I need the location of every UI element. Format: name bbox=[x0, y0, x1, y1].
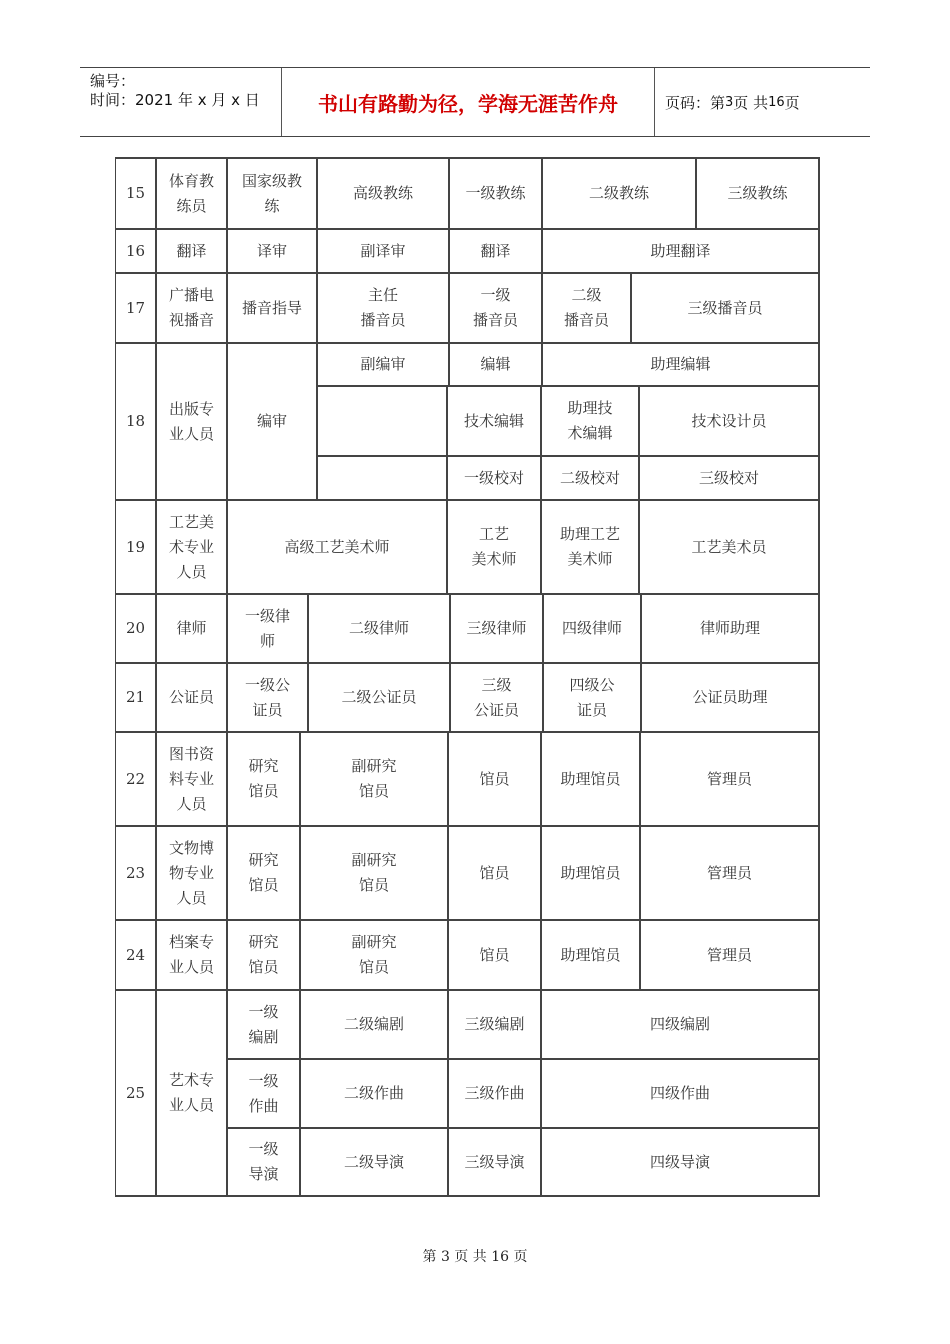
title-cell: 副研究 馆员 bbox=[301, 733, 449, 827]
row-number: 25 bbox=[116, 991, 157, 1197]
title-cell: 助理工艺 美术师 bbox=[542, 501, 640, 595]
page-current: 3 bbox=[725, 94, 734, 110]
title-cell: 高级教练 bbox=[318, 159, 450, 230]
title-cell: 助理馆员 bbox=[542, 921, 641, 991]
header-page-info bbox=[665, 68, 800, 136]
title-cell: 四级公 证员 bbox=[544, 664, 642, 733]
title-cell: 二级编剧 bbox=[301, 991, 449, 1060]
row-number: 18 bbox=[116, 344, 157, 501]
title-cell: 译审 bbox=[228, 230, 318, 274]
category-cell: 图书资 料专业 人员 bbox=[157, 733, 228, 827]
title-cell: 三级编剧 bbox=[449, 991, 542, 1060]
title-cell: 三级校对 bbox=[640, 457, 820, 501]
title-cell: 一级律 师 bbox=[228, 595, 309, 664]
title-cell: 三级 公证员 bbox=[451, 664, 544, 733]
row-number: 23 bbox=[116, 827, 157, 921]
category-cell: 出版专 业人员 bbox=[157, 344, 228, 501]
page-mid: 页 共 bbox=[733, 93, 769, 112]
empty-cell bbox=[318, 457, 448, 501]
category-cell: 档案专 业人员 bbox=[157, 921, 228, 991]
category-cell: 工艺美 术专业 人员 bbox=[157, 501, 228, 595]
title-cell: 律师助理 bbox=[642, 595, 820, 664]
title-cell: 三级导演 bbox=[449, 1129, 542, 1197]
title-cell: 二级公证员 bbox=[309, 664, 451, 733]
title-cell: 助理技 术编辑 bbox=[542, 387, 640, 457]
header-meta bbox=[90, 72, 260, 110]
title-cell: 翻译 bbox=[450, 230, 543, 274]
document-number-label: 编号： bbox=[90, 72, 136, 90]
title-cell: 工艺美术员 bbox=[640, 501, 820, 595]
row-number: 15 bbox=[116, 159, 157, 230]
title-cell: 四级律师 bbox=[544, 595, 642, 664]
title-cell: 助理馆员 bbox=[542, 733, 641, 827]
page-footer: 第 3 页 共 16 页 bbox=[422, 1249, 528, 1265]
title-cell: 四级导演 bbox=[542, 1129, 820, 1197]
document-time-label: 时间：2021 年 x 月 x 日 bbox=[90, 91, 260, 109]
page-prefix: 页码：第 bbox=[665, 93, 726, 112]
title-cell: 助理翻译 bbox=[543, 230, 820, 274]
title-cell: 副研究 馆员 bbox=[301, 921, 449, 991]
category-cell: 广播电 视播音 bbox=[157, 274, 228, 344]
row-number: 19 bbox=[116, 501, 157, 595]
category-cell: 律师 bbox=[157, 595, 228, 664]
title-cell: 二级 播音员 bbox=[543, 274, 632, 344]
title-cell: 三级作曲 bbox=[449, 1060, 542, 1129]
row-number: 21 bbox=[116, 664, 157, 733]
title-cell: 副研究 馆员 bbox=[301, 827, 449, 921]
title-cell: 研究 馆员 bbox=[228, 921, 301, 991]
title-cell: 助理馆员 bbox=[542, 827, 641, 921]
title-cell: 三级教练 bbox=[697, 159, 820, 230]
row-number: 22 bbox=[116, 733, 157, 827]
row-number: 17 bbox=[116, 274, 157, 344]
category-cell: 艺术专 业人员 bbox=[157, 991, 228, 1197]
title-cell: 助理编辑 bbox=[543, 344, 820, 387]
row-number: 16 bbox=[116, 230, 157, 274]
title-cell: 技术编辑 bbox=[448, 387, 542, 457]
title-cell: 四级编剧 bbox=[542, 991, 820, 1060]
title-cell: 管理员 bbox=[641, 733, 820, 827]
title-cell: 主任 播音员 bbox=[318, 274, 450, 344]
title-cell: 二级导演 bbox=[301, 1129, 449, 1197]
title-cell: 一级 播音员 bbox=[450, 274, 543, 344]
row-number: 20 bbox=[116, 595, 157, 664]
title-cell: 编审 bbox=[228, 344, 318, 501]
title-cell: 管理员 bbox=[641, 827, 820, 921]
title-cell: 二级教练 bbox=[543, 159, 697, 230]
title-cell: 三级播音员 bbox=[632, 274, 820, 344]
title-cell: 技术设计员 bbox=[640, 387, 820, 457]
title-cell: 副译审 bbox=[318, 230, 450, 274]
title-cell: 一级 编剧 bbox=[228, 991, 301, 1060]
title-cell: 播音指导 bbox=[228, 274, 318, 344]
title-cell: 编辑 bbox=[450, 344, 543, 387]
title-cell: 馆员 bbox=[449, 733, 542, 827]
category-cell: 文物博 物专业 人员 bbox=[157, 827, 228, 921]
page-suffix: 页 bbox=[784, 93, 800, 112]
title-cell: 副编审 bbox=[318, 344, 450, 387]
title-cell: 研究 馆员 bbox=[228, 827, 301, 921]
empty-cell bbox=[318, 387, 448, 457]
title-cell: 三级律师 bbox=[451, 595, 544, 664]
title-cell: 二级校对 bbox=[542, 457, 640, 501]
page-header bbox=[80, 67, 870, 137]
row-number: 24 bbox=[116, 921, 157, 991]
category-cell: 公证员 bbox=[157, 664, 228, 733]
title-cell: 工艺 美术师 bbox=[448, 501, 542, 595]
category-cell: 体育教 练员 bbox=[157, 159, 228, 230]
title-cell: 馆员 bbox=[449, 921, 542, 991]
title-cell: 一级校对 bbox=[448, 457, 542, 501]
title-cell: 一级公 证员 bbox=[228, 664, 309, 733]
title-cell: 管理员 bbox=[641, 921, 820, 991]
title-table bbox=[115, 157, 820, 1197]
title-cell: 研究 馆员 bbox=[228, 733, 301, 827]
category-cell: 翻译 bbox=[157, 230, 228, 274]
title-cell: 公证员助理 bbox=[642, 664, 820, 733]
page-total: 16 bbox=[768, 94, 785, 110]
title-cell: 国家级教 练 bbox=[228, 159, 318, 230]
header-motto: 书山有路勤为径，学海无涯苦作舟 bbox=[318, 91, 618, 116]
title-cell: 一级教练 bbox=[450, 159, 543, 230]
header-divider bbox=[654, 68, 655, 136]
title-cell: 馆员 bbox=[449, 827, 542, 921]
title-cell: 二级律师 bbox=[309, 595, 451, 664]
title-cell: 四级作曲 bbox=[542, 1060, 820, 1129]
title-cell: 高级工艺美术师 bbox=[228, 501, 448, 595]
title-cell: 一级 导演 bbox=[228, 1129, 301, 1197]
title-cell: 二级作曲 bbox=[301, 1060, 449, 1129]
title-cell: 一级 作曲 bbox=[228, 1060, 301, 1129]
